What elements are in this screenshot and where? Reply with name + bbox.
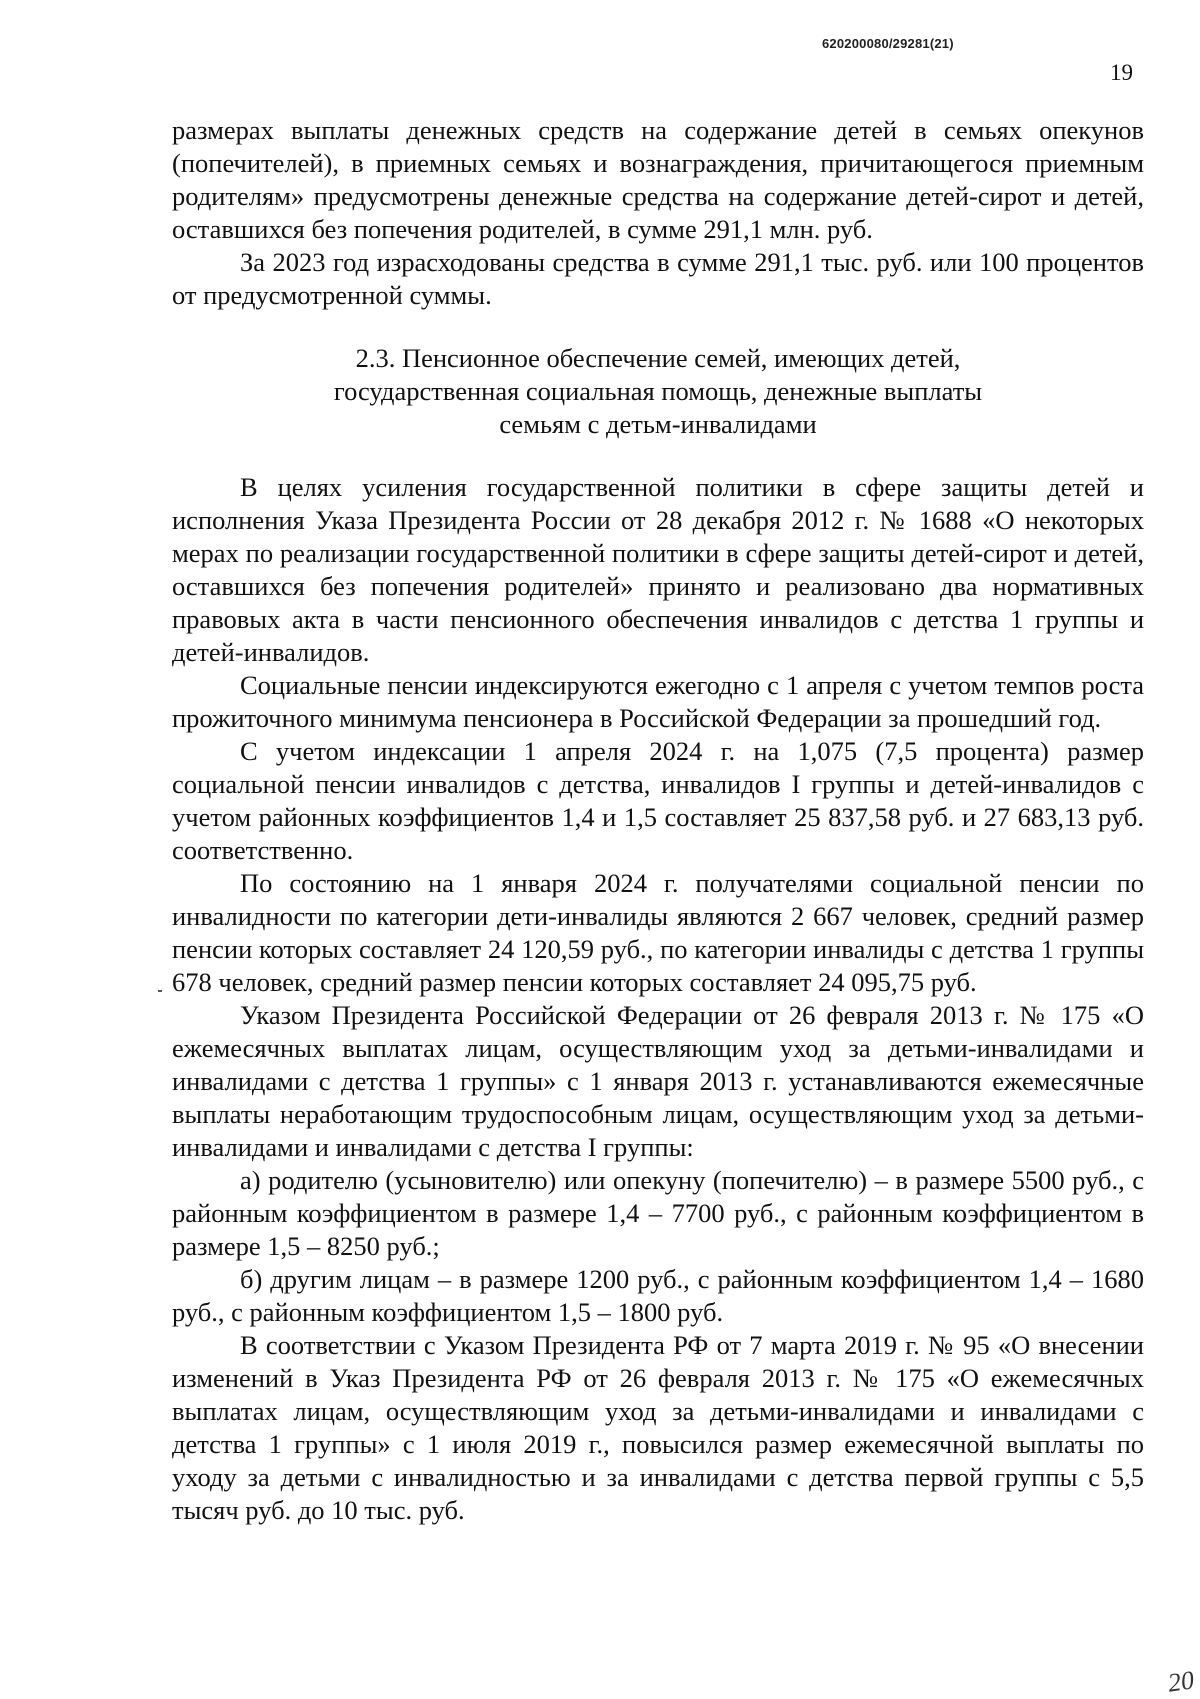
paragraph-decree-175: Указом Президента Российской Федерации от 26 февраля 2013 г. № 175 «О ежемесячных выплатах лицам, осуществляющим уход за детьми-инвалидами и инвалидами с детства 1 группы» с 1 января 2013 г. устанавливаются ежемесячные выплаты неработающим трудоспособным лицам, осуществляющим уход за детьми-инвалидами и инвалидами с детства I группы: xyxy=(172,1000,1144,1162)
paragraph-item-b: б) другим лицам – в размере 1200 руб., с районным коэффициентом 1,4 – 1680 руб., с районным коэффициентом 1,5 – 1800 руб. xyxy=(172,1264,1144,1327)
main-text-block xyxy=(172,471,1144,1527)
document-registration-code: 620200080/29281(21) xyxy=(822,36,954,51)
paragraph-recipients-count: По состоянию на 1 января 2024 г. получателями социальной пенсии по инвалидности по категории дети-инвалиды являются 2 667 человек, средний размер пенсии которых составляет 24 120,59 руб., по категории инвалиды с детства 1 группы 678 человек, средний размер пенсии которых составляет 24 095,75 руб. xyxy=(172,868,1144,997)
section-heading-line-3: семьям с детьм-инвалидами xyxy=(499,409,817,439)
section-heading-line-1: 2.3. Пенсионное обеспечение семей, имеющих детей, xyxy=(355,343,961,373)
paragraph-continuation: размерах выплаты денежных средств на содержание детей в семьях опекунов (попечителей), в приемных семьях и вознаграждения, причитающегося приемным родителям» предусмотрены денежные средства на содержание детей-сирот и детей, оставшихся без попечения родителей, в сумме 291,1 млн. руб. xyxy=(172,115,1144,244)
section-heading xyxy=(172,342,1144,441)
paragraph-pension-amount-2024: С учетом индексации 1 апреля 2024 г. на 1,075 (7,5 процента) размер социальной пенсии инвалидов с детства, инвалидов I группы и детей-инвалидов с учетом районных коэффициентов 1,4 и 1,5 составляет 25 837,58 руб. и 27 683,13 руб. соответственно. xyxy=(172,736,1144,865)
paragraph-spending-2023: За 2023 год израсходованы средства в сумме 291,1 тыс. руб. или 100 процентов от предусмотренной суммы. xyxy=(172,247,1144,310)
paragraph-state-policy: В целях усиления государственной политики в сфере защиты детей и исполнения Указа Президента России от 28 декабря 2012 г. № 1688 «О некоторых мерах по реализации государственной политики в сфере защиты детей-сирот и детей, оставшихся без попечения родителей» принято и реализовано два нормативных правовых акта в части пенсионного обеспечения инвалидов с детства 1 группы и детей-инвалидов. xyxy=(172,472,1144,667)
top-text-block xyxy=(172,114,1144,312)
paragraph-item-a: а) родителю (усыновителю) или опекуну (попечителю) – в размере 5500 руб., с районным коэффициентом в размере 1,4 – 7700 руб., с районным коэффициентом в размере 1,5 – 8250 руб.; xyxy=(172,1165,1144,1261)
section-heading-line-2: государственная социальная помощь, денежные выплаты xyxy=(333,376,983,406)
handwritten-page-mark: 20 xyxy=(1166,1665,1196,1698)
scan-artifact-mark xyxy=(158,990,162,992)
paragraph-decree-95: В соответствии с Указом Президента РФ от 7 марта 2019 г. № 95 «О внесении изменений в Указ Президента РФ от 26 февраля 2013 г. № 175 «О ежемесячных выплатах лицам, осуществляющим уход за детьми-инвалидами и инвалидами с детства 1 группы» с 1 июля 2019 г., повысился размер ежемесячной выплаты по уходу за детьми с инвалидностью и за инвалидами с детства первой группы с 5,5 тысяч руб. до 10 тыс. руб. xyxy=(172,1330,1144,1525)
page-number: 19 xyxy=(1110,60,1133,85)
paragraph-pension-indexation: Социальные пенсии индексируются ежегодно с 1 апреля с учетом темпов роста прожиточного минимума пенсионера в Российской Федерации за прошедший год. xyxy=(172,670,1144,733)
